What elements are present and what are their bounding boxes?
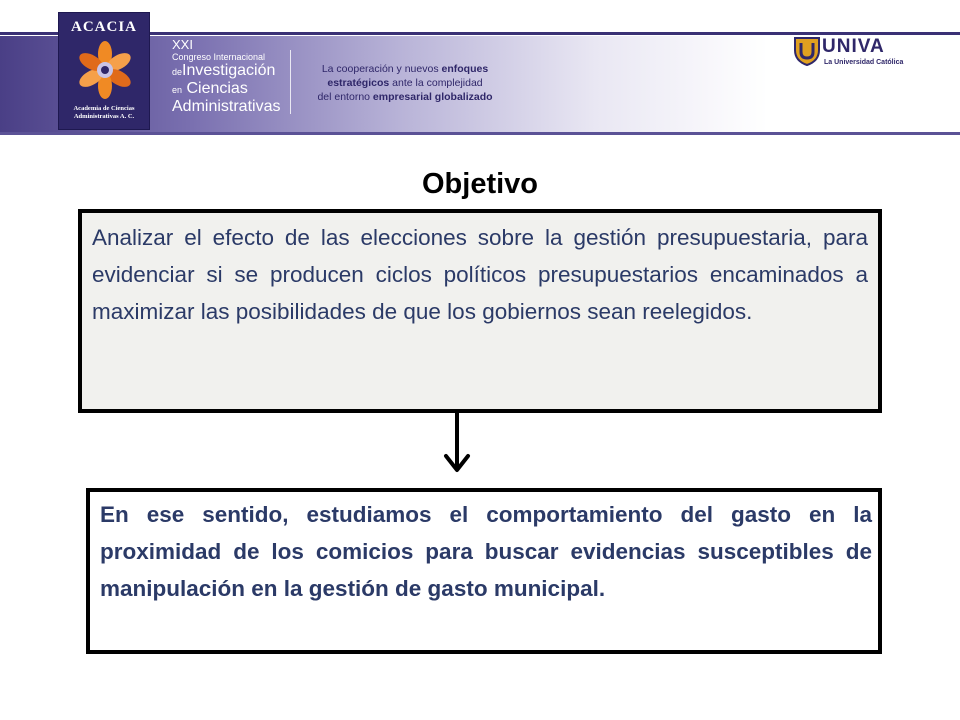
univa-shield-icon — [794, 36, 820, 66]
tagline-bold1: enfoques — [441, 63, 489, 75]
objective-text: Analizar el efecto de las elecciones sobre la gestión presupuestaria, para evidenciar si se producen ciclos políticos presupuestarios encaminados a maximizar las posibilidades de que los gobiernos sean reelegidos. — [92, 225, 868, 324]
congress-tagline — [300, 62, 510, 104]
tagline-bold2: estratégicos — [327, 77, 390, 89]
congress-divider — [290, 50, 291, 114]
acacia-flower-icon — [73, 39, 137, 101]
congress-line2: Investigación — [182, 62, 276, 79]
acacia-subtitle-line2: Administrativas A. C. — [73, 113, 135, 120]
congress-line3: Ciencias — [186, 80, 248, 97]
conclusion-box — [86, 488, 882, 654]
tagline-bold3: empresarial globalizado — [372, 91, 493, 103]
univa-logo — [794, 36, 924, 76]
univa-subtitle: La Universidad Católica — [824, 59, 904, 66]
slide-title: Objetivo — [421, 168, 538, 200]
congress-line3-prefix: en — [172, 85, 183, 95]
congress-edition: XXI — [172, 37, 193, 52]
congress-line1: Congreso Internacional — [172, 52, 266, 62]
congress-name — [172, 38, 290, 115]
banner-bottom-line — [0, 132, 960, 135]
conclusion-text: En ese sentido, estudiamos el comportamiento del gasto en la proximidad de los comicios para buscar evidencias susceptibles de manipulación en la gestión de gasto municipal. — [100, 502, 872, 601]
acacia-logo — [58, 12, 150, 130]
tagline-part3: del entorno — [317, 91, 370, 103]
acacia-logo-title: ACACIA — [71, 19, 137, 35]
down-arrow-icon — [442, 412, 472, 474]
acacia-subtitle-line1: Academia de Ciencias — [73, 105, 135, 112]
objective-box — [78, 209, 882, 413]
tagline-part2: ante la complejidad — [392, 77, 483, 89]
tagline-part1: La cooperación y nuevos — [321, 63, 439, 75]
univa-name: UNIVA — [822, 36, 885, 57]
congress-line2-prefix: de — [172, 67, 183, 77]
congress-line4: Administrativas — [172, 98, 281, 115]
header-banner — [0, 0, 960, 136]
acacia-logo-subtitle — [59, 105, 149, 121]
